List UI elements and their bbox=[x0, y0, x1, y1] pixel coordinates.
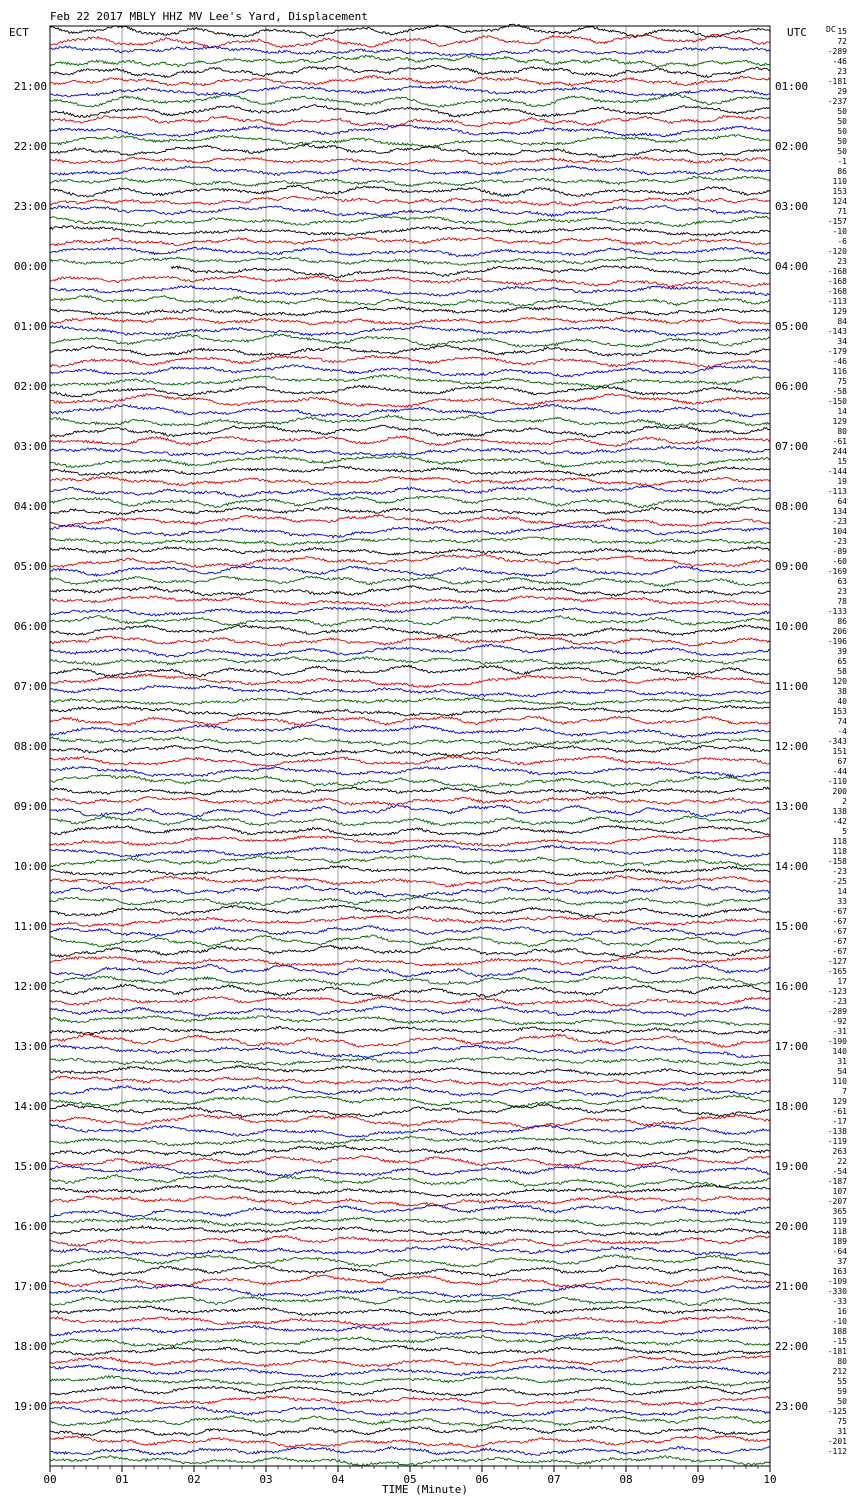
dc-offset-label: -201 bbox=[827, 1437, 847, 1446]
dc-offset-label: 129 bbox=[832, 307, 847, 316]
right-hour-label: 18:00 bbox=[775, 1100, 809, 1113]
dc-offset-label: -181 bbox=[827, 77, 847, 86]
right-hour-label: 16:00 bbox=[775, 980, 809, 993]
dc-offset-label: 14 bbox=[837, 407, 847, 416]
chart-title: Feb 22 2017 MBLY HHZ MV Lee's Yard, Displacement bbox=[50, 10, 368, 23]
left-hour-label: 04:00 bbox=[13, 500, 47, 513]
dc-offset-label: 23 bbox=[837, 587, 847, 596]
dc-offset-label: 119 bbox=[832, 1217, 847, 1226]
right-hour-label: 22:00 bbox=[775, 1340, 809, 1353]
dc-offset-label: -4 bbox=[837, 727, 847, 736]
dc-offset-label: 2 bbox=[842, 797, 847, 806]
dc-offset-label: -158 bbox=[827, 857, 847, 866]
dc-offset-label: 80 bbox=[837, 1357, 847, 1366]
dc-offset-label: 39 bbox=[837, 647, 847, 656]
right-hour-label: 23:00 bbox=[775, 1400, 809, 1413]
dc-offset-label: -23 bbox=[832, 537, 847, 546]
dc-offset-label: -33 bbox=[832, 1297, 847, 1306]
x-tick-label-01: 01 bbox=[115, 1473, 129, 1486]
dc-offset-label: -127 bbox=[827, 957, 847, 966]
right-hour-label: 19:00 bbox=[775, 1160, 809, 1173]
dc-offset-label: -133 bbox=[827, 607, 847, 616]
dc-offset-label: 86 bbox=[837, 617, 847, 626]
dc-offset-label: 15 bbox=[837, 457, 847, 466]
dc-offset-label: -46 bbox=[832, 357, 847, 366]
dc-offset-label: 118 bbox=[832, 1227, 847, 1236]
dc-offset-label: 7 bbox=[842, 1087, 847, 1096]
dc-offset-label: -61 bbox=[832, 1107, 847, 1116]
dc-offset-label: -289 bbox=[827, 1007, 847, 1016]
dc-offset-label: -113 bbox=[827, 487, 847, 496]
dc-offset-label: -67 bbox=[832, 927, 847, 936]
dc-offset-label: 75 bbox=[837, 377, 847, 386]
right-hour-label: 10:00 bbox=[775, 620, 809, 633]
dc-offset-label: -6 bbox=[837, 237, 847, 246]
dc-offset-label: -31 bbox=[832, 1027, 847, 1036]
dc-offset-label: -144 bbox=[827, 467, 847, 476]
dc-offset-label: 72 bbox=[837, 37, 847, 46]
left-hour-label: 03:00 bbox=[13, 440, 47, 453]
dc-offset-label: -143 bbox=[827, 327, 847, 336]
dc-offset-label: -181 bbox=[827, 1347, 847, 1356]
right-hour-label: 07:00 bbox=[775, 440, 809, 453]
dc-offset-label: -60 bbox=[832, 557, 847, 566]
right-hour-label: 12:00 bbox=[775, 740, 809, 753]
dc-offset-label: -54 bbox=[832, 1167, 847, 1176]
dc-offset-label: 50 bbox=[837, 107, 847, 116]
left-hour-label: 18:00 bbox=[13, 1340, 47, 1353]
dc-offset-label: 120 bbox=[832, 677, 847, 686]
dc-offset-label: -120 bbox=[827, 247, 847, 256]
right-hour-label: 04:00 bbox=[775, 260, 809, 273]
dc-offset-label: -58 bbox=[832, 387, 847, 396]
dc-offset-label: 71 bbox=[837, 207, 847, 216]
dc-offset-label: -119 bbox=[827, 1137, 847, 1146]
dc-offset-label: -42 bbox=[832, 817, 847, 826]
dc-offset-label: -187 bbox=[827, 1177, 847, 1186]
left-hour-label: 14:00 bbox=[13, 1100, 47, 1113]
dc-offset-label: 153 bbox=[832, 707, 847, 716]
right-hour-label: 11:00 bbox=[775, 680, 809, 693]
dc-offset-label: 200 bbox=[832, 787, 847, 796]
dc-offset-label: 59 bbox=[837, 1387, 847, 1396]
dc-offset-label: -138 bbox=[827, 1127, 847, 1136]
x-tick-label-02: 02 bbox=[187, 1473, 201, 1486]
dc-offset-label: 22 bbox=[837, 1157, 847, 1166]
right-hour-label: 13:00 bbox=[775, 800, 809, 813]
right-hour-label: 03:00 bbox=[775, 200, 809, 213]
dc-offset-label: -113 bbox=[827, 297, 847, 306]
dc-offset-label: 116 bbox=[832, 367, 847, 376]
dc-offset-label: 38 bbox=[837, 687, 847, 696]
dc-offset-label: -109 bbox=[827, 1277, 847, 1286]
dc-offset-label: -17 bbox=[832, 1117, 847, 1126]
dc-offset-label: 138 bbox=[832, 807, 847, 816]
x-tick-label-04: 04 bbox=[331, 1473, 345, 1486]
dc-offset-label: 124 bbox=[832, 197, 847, 206]
dc-offset-label: -64 bbox=[832, 1247, 847, 1256]
dc-offset-label: -169 bbox=[827, 567, 847, 576]
dc-offset-label: -23 bbox=[832, 517, 847, 526]
dc-offset-label: -168 bbox=[827, 277, 847, 286]
dc-offset-label: 64 bbox=[837, 497, 847, 506]
dc-offset-label: -125 bbox=[827, 1407, 847, 1416]
right-hour-label: 06:00 bbox=[775, 380, 809, 393]
dc-offset-label: -10 bbox=[832, 1317, 847, 1326]
left-hour-label: 13:00 bbox=[13, 1040, 47, 1053]
dc-offset-label: 134 bbox=[832, 507, 847, 516]
dc-offset-label: 74 bbox=[837, 717, 847, 726]
dc-offset-label: 110 bbox=[832, 177, 847, 186]
left-hour-label: 15:00 bbox=[13, 1160, 47, 1173]
dc-offset-label: -67 bbox=[832, 907, 847, 916]
dc-offset-label: 188 bbox=[832, 1327, 847, 1336]
dc-offset-label: 84 bbox=[837, 317, 847, 326]
dc-offset-label: -168 bbox=[827, 287, 847, 296]
dc-offset-label: -46 bbox=[832, 57, 847, 66]
dc-offset-label: 78 bbox=[837, 597, 847, 606]
dc-offset-label: 15 bbox=[837, 27, 847, 36]
dc-offset-label: 50 bbox=[837, 1397, 847, 1406]
dc-offset-label: -67 bbox=[832, 947, 847, 956]
dc-offset-label: 129 bbox=[832, 1097, 847, 1106]
dc-offset-label: 17 bbox=[837, 977, 847, 986]
dc-offset-label: -330 bbox=[827, 1287, 847, 1296]
left-hour-label: 19:00 bbox=[13, 1400, 47, 1413]
dc-offset-label: 107 bbox=[832, 1187, 847, 1196]
dc-offset-label: 14 bbox=[837, 887, 847, 896]
dc-offset-label: -10 bbox=[832, 227, 847, 236]
right-timezone-label: UTC bbox=[787, 26, 807, 39]
dc-offset-label: 118 bbox=[832, 847, 847, 856]
left-hour-label: 02:00 bbox=[13, 380, 47, 393]
dc-offset-label: 244 bbox=[832, 447, 847, 456]
dc-offset-label: 31 bbox=[837, 1427, 847, 1436]
x-tick-label-08: 08 bbox=[619, 1473, 633, 1486]
x-tick-label-07: 07 bbox=[547, 1473, 561, 1486]
dc-offset-label: -112 bbox=[827, 1447, 847, 1456]
dc-offset-label: 206 bbox=[832, 627, 847, 636]
dc-offset-label: 50 bbox=[837, 137, 847, 146]
left-hour-label: 00:00 bbox=[13, 260, 47, 273]
x-axis-label: TIME (Minute) bbox=[381, 1483, 469, 1496]
dc-offset-label: 263 bbox=[832, 1147, 847, 1156]
dc-offset-label: 19 bbox=[837, 477, 847, 486]
dc-offset-label: 151 bbox=[832, 747, 847, 756]
dc-offset-label: 63 bbox=[837, 577, 847, 586]
dc-offset-label: -67 bbox=[832, 937, 847, 946]
left-hour-label: 09:00 bbox=[13, 800, 47, 813]
x-tick-label-05: 05 bbox=[403, 1473, 417, 1486]
right-hour-label: 17:00 bbox=[775, 1040, 809, 1053]
right-hour-label: 20:00 bbox=[775, 1220, 809, 1233]
left-hour-label: 05:00 bbox=[13, 560, 47, 573]
dc-offset-label: 80 bbox=[837, 427, 847, 436]
dc-offset-label: 50 bbox=[837, 117, 847, 126]
dc-offset-label: 5 bbox=[842, 827, 847, 836]
dc-header-label: DC bbox=[826, 25, 836, 34]
dc-offset-label: -23 bbox=[832, 997, 847, 1006]
dc-offset-label: -44 bbox=[832, 767, 847, 776]
x-tick-label-03: 03 bbox=[259, 1473, 273, 1486]
dc-offset-label: -165 bbox=[827, 967, 847, 976]
dc-offset-label: -1 bbox=[837, 157, 847, 166]
dc-offset-label: -123 bbox=[827, 987, 847, 996]
left-hour-label: 12:00 bbox=[13, 980, 47, 993]
x-tick-label-09: 09 bbox=[691, 1473, 705, 1486]
dc-offset-label: 104 bbox=[832, 527, 847, 536]
dc-offset-label: 212 bbox=[832, 1367, 847, 1376]
dc-offset-label: -25 bbox=[832, 877, 847, 886]
dc-offset-label: 140 bbox=[832, 1047, 847, 1056]
dc-offset-label: 65 bbox=[837, 657, 847, 666]
dc-offset-label: 16 bbox=[837, 1307, 847, 1316]
dc-offset-label: 58 bbox=[837, 667, 847, 676]
right-hour-label: 15:00 bbox=[775, 920, 809, 933]
dc-offset-label: 40 bbox=[837, 697, 847, 706]
left-hour-label: 11:00 bbox=[13, 920, 47, 933]
dc-offset-label: -237 bbox=[827, 97, 847, 106]
dc-offset-label: 37 bbox=[837, 1257, 847, 1266]
dc-offset-label: 163 bbox=[832, 1267, 847, 1276]
dc-offset-label: -190 bbox=[827, 1037, 847, 1046]
dc-offset-label: 189 bbox=[832, 1237, 847, 1246]
dc-offset-label: 153 bbox=[832, 187, 847, 196]
left-hour-label: 08:00 bbox=[13, 740, 47, 753]
dc-offset-label: 118 bbox=[832, 837, 847, 846]
dc-offset-label: 31 bbox=[837, 1057, 847, 1066]
dc-offset-label: 110 bbox=[832, 1077, 847, 1086]
dc-offset-label: -110 bbox=[827, 777, 847, 786]
x-tick-label-06: 06 bbox=[475, 1473, 489, 1486]
dc-offset-label: 75 bbox=[837, 1417, 847, 1426]
dc-offset-label: 23 bbox=[837, 257, 847, 266]
x-tick-label-00: 00 bbox=[43, 1473, 57, 1486]
dc-offset-label: -150 bbox=[827, 397, 847, 406]
left-timezone-label: ECT bbox=[9, 26, 29, 39]
dc-offset-label: 365 bbox=[832, 1207, 847, 1216]
dc-offset-label: -289 bbox=[827, 47, 847, 56]
right-hour-label: 08:00 bbox=[775, 500, 809, 513]
left-hour-label: 16:00 bbox=[13, 1220, 47, 1233]
right-hour-label: 14:00 bbox=[775, 860, 809, 873]
dc-offset-label: -67 bbox=[832, 917, 847, 926]
dc-offset-label: -207 bbox=[827, 1197, 847, 1206]
left-hour-label: 17:00 bbox=[13, 1280, 47, 1293]
left-hour-label: 07:00 bbox=[13, 680, 47, 693]
left-hour-label: 22:00 bbox=[13, 140, 47, 153]
dc-offset-label: -157 bbox=[827, 217, 847, 226]
dc-offset-label: -61 bbox=[832, 437, 847, 446]
dc-offset-label: 50 bbox=[837, 147, 847, 156]
dc-offset-label: 34 bbox=[837, 337, 847, 346]
left-hour-label: 10:00 bbox=[13, 860, 47, 873]
left-hour-label: 21:00 bbox=[13, 80, 47, 93]
left-hour-label: 01:00 bbox=[13, 320, 47, 333]
right-hour-label: 02:00 bbox=[775, 140, 809, 153]
dc-offset-label: 86 bbox=[837, 167, 847, 176]
right-hour-label: 09:00 bbox=[775, 560, 809, 573]
right-hour-label: 21:00 bbox=[775, 1280, 809, 1293]
dc-offset-label: -168 bbox=[827, 267, 847, 276]
dc-offset-label: -23 bbox=[832, 867, 847, 876]
dc-offset-label: -15 bbox=[832, 1337, 847, 1346]
dc-offset-label: 55 bbox=[837, 1377, 847, 1386]
dc-offset-label: 23 bbox=[837, 67, 847, 76]
dc-offset-label: -89 bbox=[832, 547, 847, 556]
dc-offset-label: 129 bbox=[832, 417, 847, 426]
left-hour-label: 23:00 bbox=[13, 200, 47, 213]
right-hour-label: 05:00 bbox=[775, 320, 809, 333]
x-tick-label-10: 10 bbox=[763, 1473, 777, 1486]
dc-offset-label: 33 bbox=[837, 897, 847, 906]
dc-offset-label: -196 bbox=[827, 637, 847, 646]
dc-offset-label: -179 bbox=[827, 347, 847, 356]
dc-offset-label: 67 bbox=[837, 757, 847, 766]
dc-offset-label: -343 bbox=[827, 737, 847, 746]
right-hour-label: 01:00 bbox=[775, 80, 809, 93]
left-hour-label: 06:00 bbox=[13, 620, 47, 633]
dc-offset-label: 54 bbox=[837, 1067, 847, 1076]
dc-offset-label: 50 bbox=[837, 127, 847, 136]
dc-offset-label: -92 bbox=[832, 1017, 847, 1026]
dc-offset-label: 29 bbox=[837, 87, 847, 96]
